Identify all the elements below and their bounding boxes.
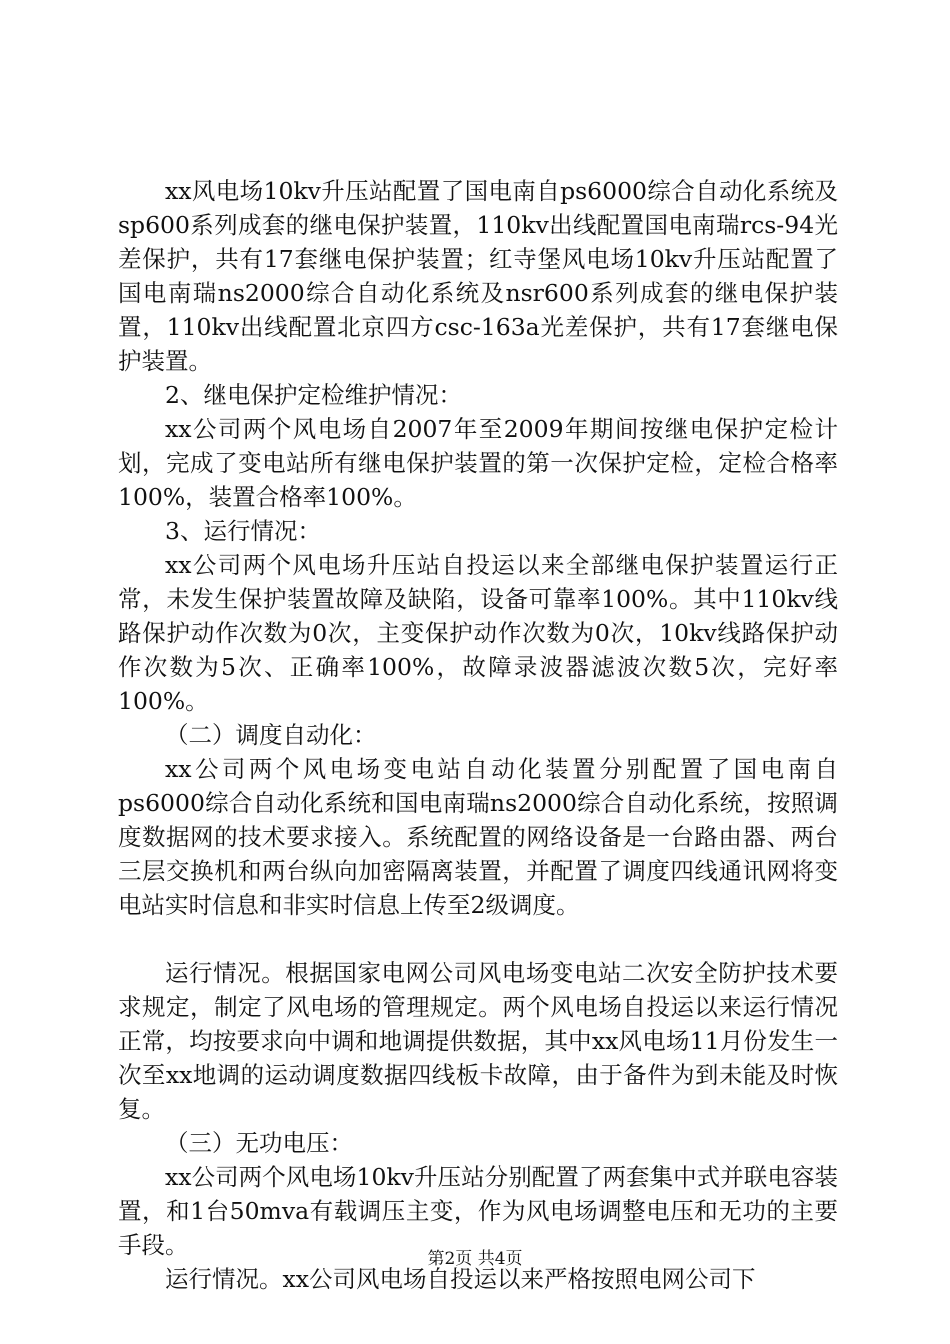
paragraph-reactive-voltage: xx公司两个风电场10kv升压站分别配置了两套集中式并联电容装置，和1台50mva有载调压主变，作为风电场调整电压和无功的主要手段。 — [118, 1163, 838, 1259]
paragraph-relay-config: xx风电场10kv升压站配置了国电南自ps6000综合自动化系统及sp600系列成套的继电保护装置，110kv出线配置国电南瑞rcs-94光差保护，共有17套继电保护装置；红寺堡风电场10kv升压站配置了国电南瑞ns2000综合自动化系统及nsr600系列成套的继电保护装置，110kv出线配置北京四方csc-163a光差保护，共有17套继电保护装置。 — [118, 177, 838, 375]
page-footer: 第2页 共4页 — [427, 1249, 523, 1269]
heading-reactive-voltage: （三）无功电压： — [165, 1129, 353, 1157]
paragraph-relay-maintenance: xx公司两个风电场自2007年至2009年期间按继电保护定检计划，完成了变电站所有继电保护装置的第一次保护定检，定检合格率100%，装置合格率100%。 — [118, 415, 838, 511]
paragraph-voltage-operation: 运行情况。xx公司风电场自投运以来严格按照电网公司下 — [165, 1265, 756, 1293]
heading-operation: 3、运行情况： — [165, 517, 321, 545]
heading-dispatch-automation: （二）调度自动化： — [165, 721, 377, 749]
paragraph-dispatch-operation: 运行情况。根据国家电网公司风电场变电站二次安全防护技术要求规定，制定了风电场的管理规定。两个风电场自投运以来运行情况正常，均按要求向中调和地调提供数据，其中xx风电场11月份发生一次至xx地调的运动调度数据四线板卡故障，由于备件为到未能及时恢复。 — [118, 959, 838, 1123]
heading-relay-maintenance: 2、继电保护定检维护情况： — [165, 381, 462, 409]
document-body — [118, 174, 838, 1296]
paragraph-operation: xx公司两个风电场升压站自投运以来全部继电保护装置运行正常，未发生保护装置故障及缺陷，设备可靠率100%。其中110kv线路保护动作次数为0次，主变保护动作次数为0次，10kv线路保护动作次数为5次、正确率100%，故障录波器滤波次数5次，完好率100%。 — [118, 551, 838, 715]
paragraph-dispatch-automation: xx公司两个风电场变电站自动化装置分别配置了国电南自ps6000综合自动化系统和国电南瑞ns2000综合自动化系统，按照调度数据网的技术要求接入。系统配置的网络设备是一台路由器、两台三层交换机和两台纵向加密隔离装置，并配置了调度四线通讯网将变电站实时信息和非实时信息上传至2级调度。 — [118, 755, 838, 919]
